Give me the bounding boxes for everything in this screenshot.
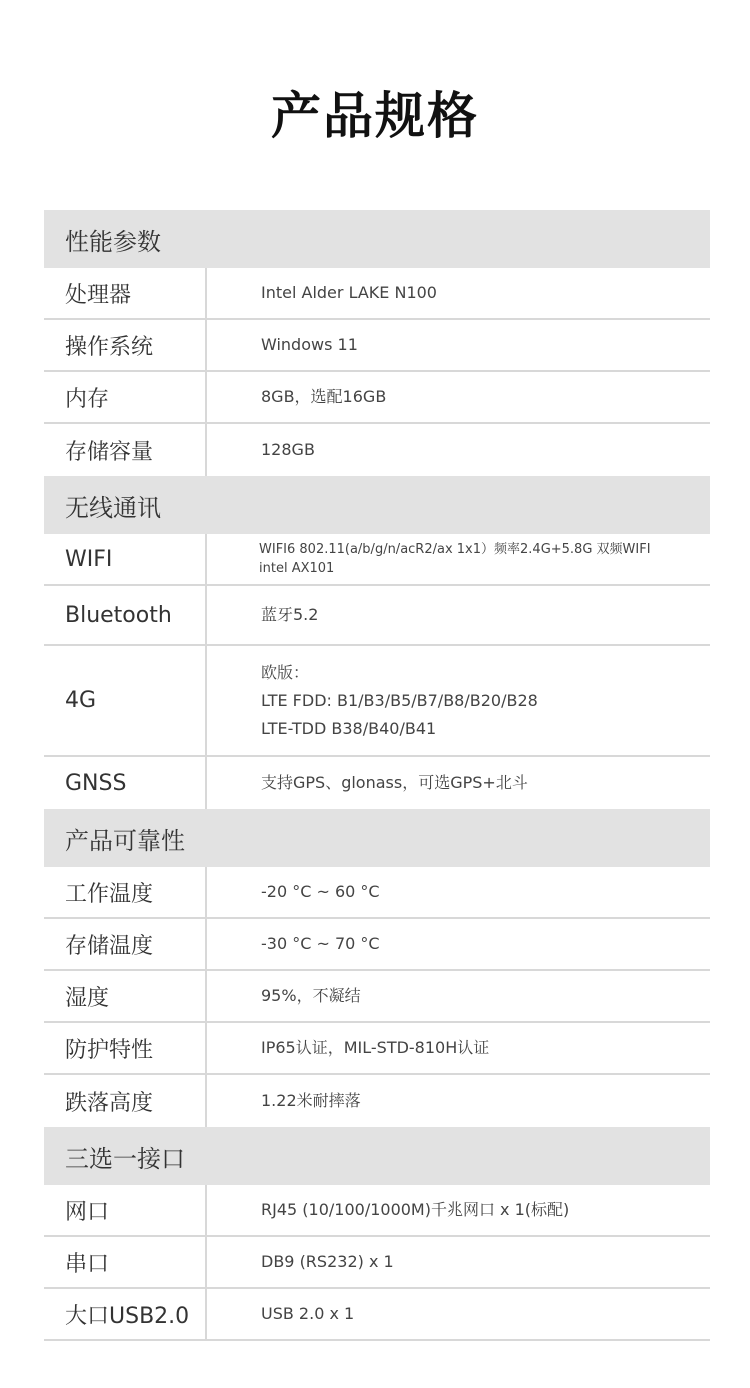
section-header-interfaces: 三选一接口 [44,1127,710,1185]
spec-value [207,534,710,584]
spec-value-line: intel AX101 [259,561,335,576]
section-header-reliability: 产品可靠性 [44,809,710,867]
spec-row-serial [44,1237,710,1289]
spec-label: 处理器 [44,268,207,318]
spec-value: 蓝牙5.2 [261,605,319,624]
spec-row-usb [44,1289,710,1341]
spec-value-line: WIFI6 802.11(a/b/g/n/acR2/ax 1x1）频率2.4G+5.8G 双频WIFI [259,542,651,557]
spec-value: RJ45 (10/100/1000M)千兆网口 x 1(标配) [261,1200,570,1219]
spec-row-storage [44,424,710,476]
spec-row-operating-temp [44,867,710,919]
spec-value: 1.22米耐摔落 [261,1091,361,1110]
spec-value-line: 欧版： [261,662,310,682]
spec-value: USB 2.0 x 1 [261,1304,355,1323]
spec-row-gnss [44,757,710,809]
spec-row-4g [44,646,710,757]
spec-row-os [44,320,710,372]
section-header-performance: 性能参数 [44,210,710,268]
spec-value: 支持GPS、glonass，可选GPS+北斗 [261,773,528,792]
spec-label: 内存 [44,372,207,422]
spec-value-line: LTE FDD: B1/B3/B5/B7/B8/B20/B28 [261,690,538,710]
spec-label: GNSS [44,757,207,809]
spec-value-line: LTE-TDD B38/B40/B41 [261,718,437,738]
spec-table [44,210,710,1341]
spec-value: Windows 11 [261,335,358,354]
spec-value: 95%，不凝结 [261,986,361,1005]
spec-label: 操作系统 [44,320,207,370]
spec-row-processor [44,268,710,320]
spec-label: 存储温度 [44,919,207,969]
spec-label: 串口 [44,1237,207,1287]
spec-row-drop-height [44,1075,710,1127]
spec-value: -30 °C ~ 70 °C [261,934,380,953]
spec-value: Intel Alder LAKE N100 [261,283,437,302]
section-header-wireless: 无线通讯 [44,476,710,534]
spec-label: Bluetooth [44,586,207,644]
spec-label: 工作温度 [44,867,207,917]
spec-label: 4G [44,646,207,755]
spec-value: DB9 (RS232) x 1 [261,1252,394,1271]
spec-value: IP65认证，MIL-STD-810H认证 [261,1038,490,1057]
spec-value: 128GB [261,440,315,459]
spec-row-bluetooth [44,586,710,646]
spec-row-storage-temp [44,919,710,971]
spec-label: 湿度 [44,971,207,1021]
spec-row-memory [44,372,710,424]
spec-row-humidity [44,971,710,1023]
spec-label: 大口USB2.0 [44,1289,207,1339]
spec-row-protection [44,1023,710,1075]
spec-value [207,646,710,755]
spec-label: 防护特性 [44,1023,207,1073]
spec-label: 网口 [44,1185,207,1235]
spec-label: 跌落高度 [44,1075,207,1127]
spec-label: WIFI [44,534,207,584]
spec-row-wifi [44,534,710,586]
page-title: 产品规格 [271,87,479,145]
spec-value: 8GB，选配16GB [261,387,387,406]
spec-label: 存储容量 [44,424,207,476]
spec-row-ethernet [44,1185,710,1237]
spec-value: -20 °C ~ 60 °C [261,882,380,901]
